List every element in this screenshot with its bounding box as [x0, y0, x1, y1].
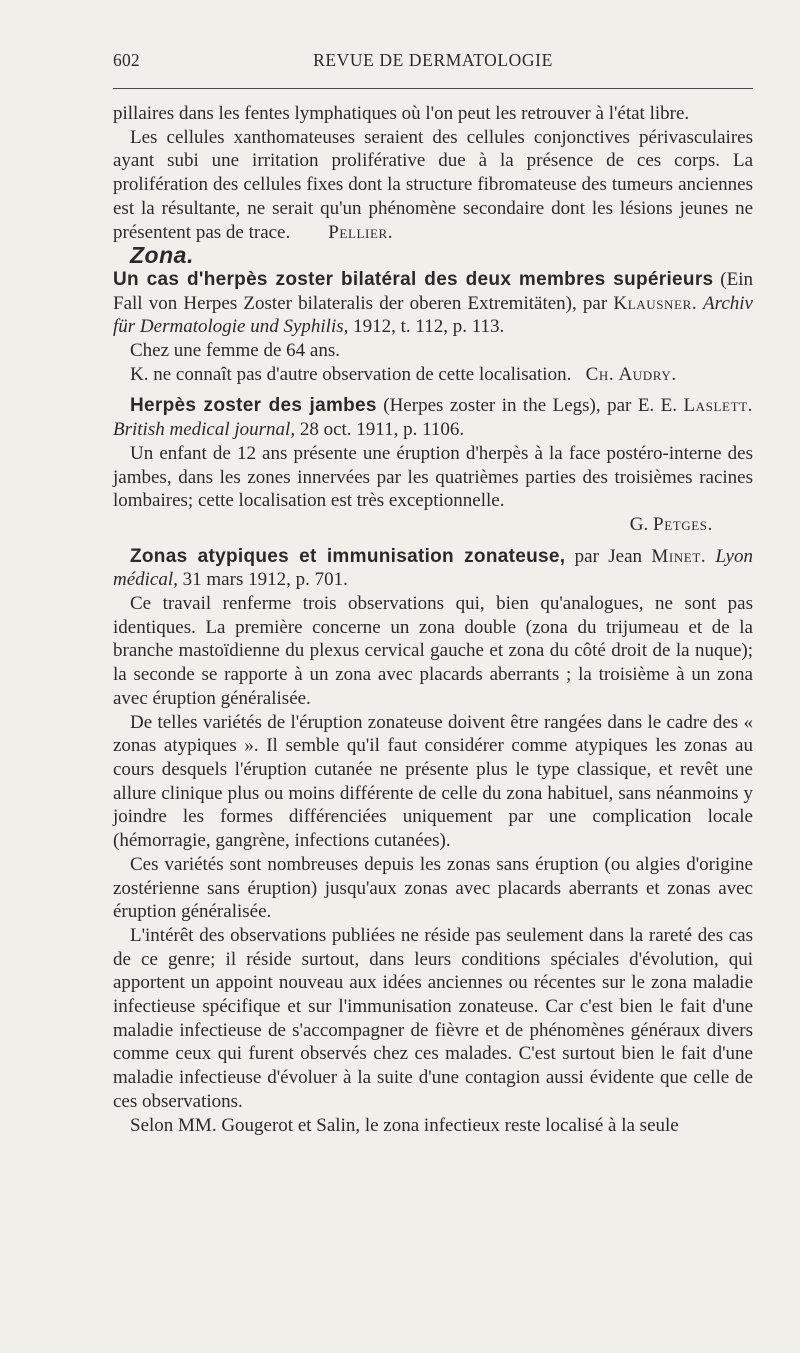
section-title-zona: Zona.: [130, 242, 194, 269]
signature-petges: [113, 513, 753, 537]
article-3-ref: 31 mars 1912, p. 701.: [177, 569, 348, 591]
article-2-author: Laslett.: [683, 395, 754, 417]
article-3-paragraph-5: Selon MM. Gougerot et Salin, le zona infectieux reste localisé à la seule: [130, 1114, 679, 1136]
article-3-title: Zonas atypiques et immunisation zonateuse,: [130, 545, 566, 567]
article-2-ref: 28 oct. 1911, p. 1106.: [295, 419, 465, 441]
article-2-subtitle: (Herpes zoster in the Legs), par E. E.: [376, 395, 684, 417]
article-3-author: Minet.: [651, 545, 707, 567]
page-header: [113, 50, 753, 74]
article-1-author: Klausner.: [613, 292, 698, 314]
article-2-title: Herpès zoster des jambes: [130, 395, 377, 417]
intro-paragraph-2-text: Les cellules xanthomateuses seraient des cellules conjonctives périvasculaires ayant subi une irritation proliférative due à la présence de ces corps. La prolifération des cellules fixes dont la structure fibromateuse des tumeurs anciennes est la résultante, ne serait qu'un phénomène secondaire dont les lésions jeunes ne présentent pas de trace.: [113, 126, 753, 243]
article-2-journal: British medical journal,: [113, 419, 296, 441]
article-3-journal: Lyon médical,: [113, 545, 753, 591]
running-title: REVUE DE DERMATOLOGIE: [313, 50, 553, 70]
intro-paragraph-1: pillaires dans les fentes lymphatiques où l'on peut les retrouver à l'état libre.: [113, 103, 690, 124]
article-3-paragraph-1: Ce travail renferme trois observations qui, bien qu'analogues, ne sont pas identiques. La première concerne un zona double (zona du trijumeau et de la branche mastoïdienne du plexus cervical gauche et zona du côté droit de la nuque); la seconde se rapporte à un zona avec placards aberrants ; la troisième à un zona avec éruption généralisée.: [113, 593, 753, 709]
article-1-subtitle: (Ein Fall von Herpes Zoster bilateralis der oberen Extremitäten), par: [113, 268, 753, 314]
page-number: 602: [113, 50, 140, 70]
article-1-paragraph-1: Chez une femme de 64 ans.: [130, 340, 340, 362]
intro-paragraph-2: [113, 126, 753, 245]
article-3-paragraph-2: De telles variétés de l'éruption zonateuse doivent être rangées dans le cadre des « zonas atypiques ». Il semble qu'il faut considérer comme atypiques les zonas au cours desquels l'éruption cutanée ne présente plus le type classique, et revêt une allure clinique plus ou moins différente de celle du zona habituel, sans néanmoins y joindre les formes différenciées uniquement par une complication locale (hémorragie, gangrène, infections cutanées).: [113, 711, 753, 852]
article-1-paragraph-2-text: K. ne connaît pas d'autre observation de cette localisation.: [130, 363, 572, 385]
signature-pellier: Pellier.: [328, 221, 394, 243]
article-1-title: Un cas d'herpès zoster bilatéral des deux membres supérieurs: [113, 268, 714, 290]
signature-petges-name: Petges.: [653, 513, 713, 535]
article-3-paragraph-4: L'intérêt des observations publiées ne réside pas seulement dans la rareté des cas de ce genre; il réside surtout, dans leurs conditions spéciales d'évolution, qui apportent un appoint nouveau aux idées anciennes ou récentes sur le zona maladie infectieuse spécifique et sur l'immunisation zonateuse. Car c'est bien le fait d'une maladie infectieuse de s'accompagner de fièvre et de phénomènes généraux divers comme ceux qui furent observés chez ces malades. C'est surtout bien le fait d'une maladie infectieuse d'évoluer à la suite d'une contagion aussi évidente que celle de ces observations.: [113, 924, 753, 1112]
article-2-heading: [113, 394, 753, 441]
article-3-heading: [113, 545, 753, 592]
signature-audry: Ch. Audry.: [585, 363, 677, 385]
article-3-by: par Jean: [565, 545, 652, 567]
article-2-paragraph-1: Un enfant de 12 ans présente une éruption d'herpès à la face postéro-interne des jambes, dans les zones innervées par les quatrièmes parties des troisièmes racines lombaires; cette localisation est très exceptionnelle.: [113, 442, 753, 512]
header-rule: [113, 88, 753, 89]
article-1-journal: Archiv für Dermatologie und Syphilis,: [113, 292, 753, 338]
article-1-ref: 1912, t. 112, p. 113.: [348, 316, 505, 338]
signature-petges-initial: G.: [629, 513, 654, 535]
article-1-paragraph-2: [113, 363, 753, 387]
page-body: [113, 102, 753, 1137]
article-1-heading: [113, 268, 753, 339]
article-3-paragraph-3: Ces variétés sont nombreuses depuis les zonas sans éruption (ou algies d'origine zostérienne sans éruption) jusqu'aux zonas avec placards aberrants et zonas avec éruption généralisée.: [113, 853, 753, 923]
